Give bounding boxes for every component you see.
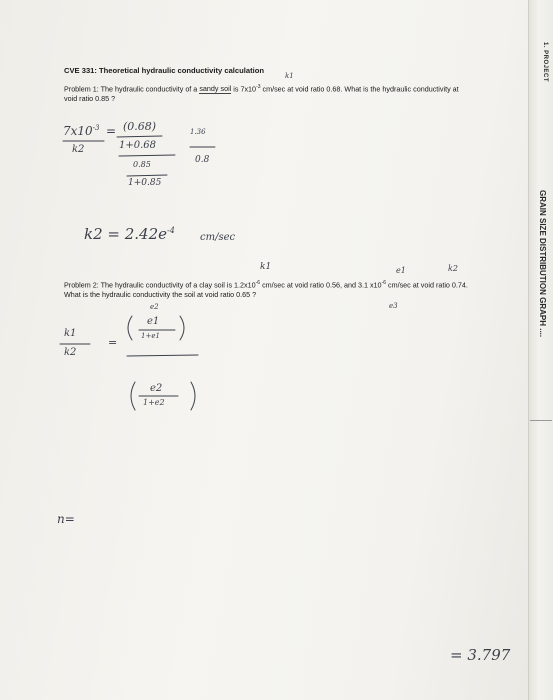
hw-p2-lhs-den: k2 xyxy=(64,347,77,358)
project-label: 1. PROJECT xyxy=(542,42,548,83)
hw-p2-e3-mark: e3 xyxy=(389,302,398,310)
graph-label: GRAIN SIZE DISTRIBUTION GRAPH .... xyxy=(538,190,547,338)
page-title: CVE 331: Theoretical hydraulic conductivity calculation xyxy=(64,66,265,75)
hw-p1-bot-den: 1+0.85 xyxy=(128,178,162,188)
underlined-term: sandy soil xyxy=(199,84,232,94)
hw-p1-result: $k2 = 2.42e^{-4}$ xyxy=(84,225,175,243)
hw-p1-unit: cm/sec xyxy=(200,232,236,243)
hw-k1-note: k1 xyxy=(285,72,294,80)
hw-p2-k2: k2 xyxy=(448,264,458,273)
hw-p2-top-inner-num: e1 xyxy=(147,316,160,327)
hw-p2-e2-mark: e2 xyxy=(150,303,159,311)
hw-p2-bot-inner-num: e2 xyxy=(150,383,163,394)
hw-p1-side-bot: 0.8 xyxy=(195,155,210,165)
hw-p1-equals: = xyxy=(106,124,117,138)
hw-p2-n: n= xyxy=(57,512,75,526)
hw-p2-top-inner-den: 1+e1 xyxy=(141,332,160,340)
hw-p1-side-top: 1.36 xyxy=(190,128,206,136)
hw-p2-answer: = 3.797 xyxy=(450,646,511,664)
problem-1-text: Problem 1: The hydraulic conductivity of a sandy soil is $7x10^{-3}$ cm/sec at void ratio 0.68. What is the hydraulic conductivity at void ratio 0.85 ? xyxy=(64,84,459,104)
hw-p1-top-num: (0.68) xyxy=(123,120,157,133)
hw-p2-equals: = xyxy=(108,336,118,349)
hw-p2-k1: k1 xyxy=(260,262,272,272)
hw-p1-top-den: 1+0.68 xyxy=(119,140,157,151)
hw-p2-e1: e1 xyxy=(396,266,406,275)
problem-2-text: Problem 2: The hydraulic conductivity of a clay soil is $1.2x10^{-6}$ cm/sec at void ratio 0.56, and 3.1 $x10^{-6}$ cm/sec at void ratio 0.74. What is the hydraulic conductivity the soil at void ratio 0.65 ? xyxy=(64,280,468,300)
hw-p2-lhs-num: k1 xyxy=(64,328,77,339)
hw-p1-lhs-num: $7x10^{-3}$ xyxy=(63,124,100,138)
hw-p1-bot-num: 0.85 xyxy=(133,160,151,169)
hw-p2-bot-inner-den: 1+e2 xyxy=(143,398,165,407)
hw-p1-lhs-den: k2 xyxy=(72,144,85,155)
